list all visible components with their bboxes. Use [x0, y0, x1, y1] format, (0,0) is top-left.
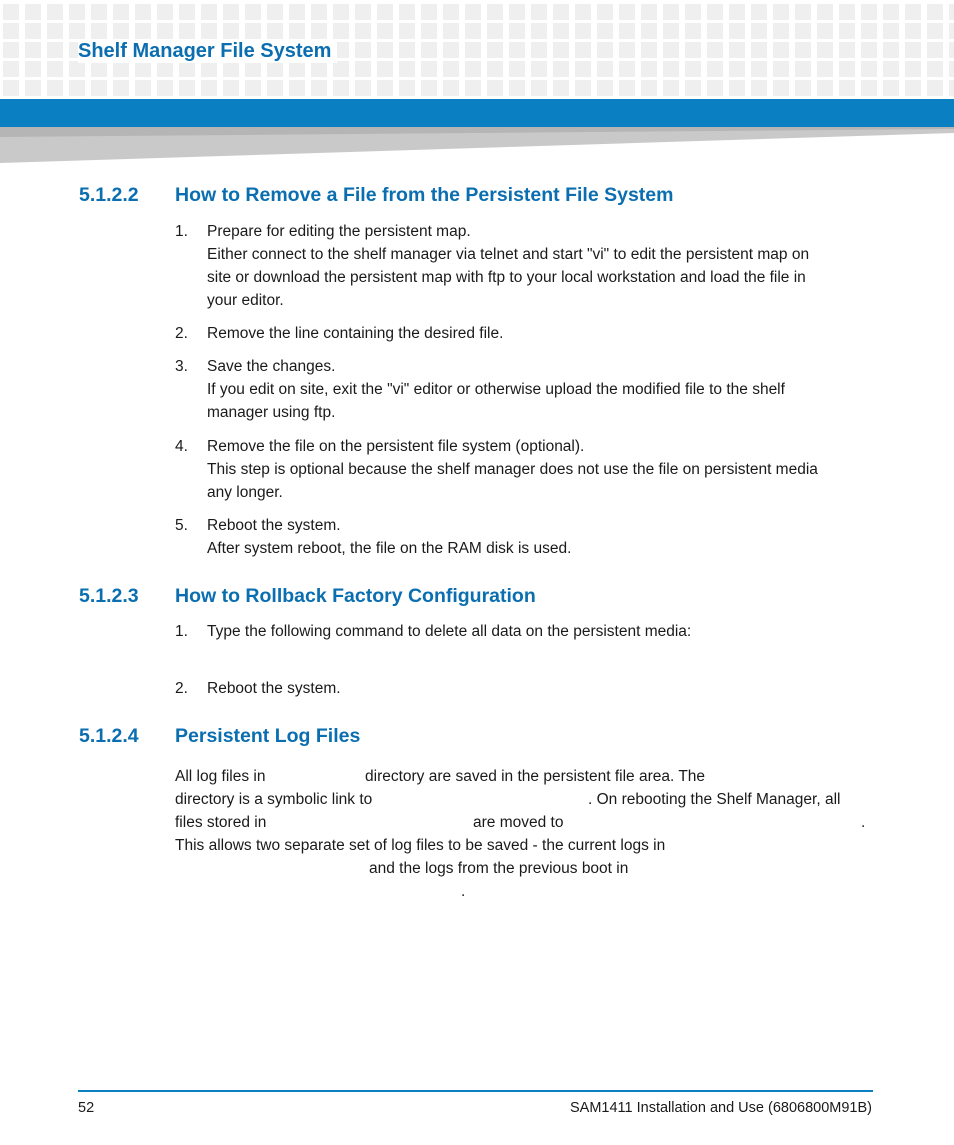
header-tile	[553, 80, 569, 96]
header-tile	[773, 23, 789, 39]
header-tile	[553, 23, 569, 39]
header-tile	[465, 4, 481, 20]
header-tile	[179, 80, 195, 96]
header-tile	[421, 80, 437, 96]
text-fragment: . On rebooting the Shelf Manager, all	[588, 791, 841, 808]
header-tile	[553, 61, 569, 77]
header-tile	[751, 61, 767, 77]
header-tile	[421, 61, 437, 77]
text-fragment: .	[461, 883, 466, 900]
header-tile	[179, 23, 195, 39]
list-item-text	[207, 677, 877, 700]
header-tile	[861, 42, 877, 58]
header-tile	[311, 80, 327, 96]
header-tile	[91, 61, 107, 77]
header-tile	[883, 23, 899, 39]
header-tile	[927, 23, 943, 39]
header-tile	[531, 61, 547, 77]
header-tile	[553, 4, 569, 20]
header-tile	[927, 42, 943, 58]
section-number: 5.1.2.3	[79, 585, 139, 607]
header-tile	[817, 23, 833, 39]
header-tile	[883, 61, 899, 77]
header-tile	[465, 23, 481, 39]
header-tile	[201, 4, 217, 20]
header-tile	[619, 4, 635, 20]
header-tile	[509, 61, 525, 77]
header-tile	[91, 80, 107, 96]
header-tile	[399, 61, 415, 77]
text-line: After system reboot, the file on the RAM disk is used.	[207, 540, 572, 557]
header-tile	[69, 4, 85, 20]
header-tile	[135, 4, 151, 20]
header-tile	[707, 61, 723, 77]
header-tile	[157, 80, 173, 96]
header-tile	[641, 42, 657, 58]
header-tile	[289, 23, 305, 39]
header-tile	[201, 23, 217, 39]
header-tile	[289, 4, 305, 20]
header-tile	[465, 61, 481, 77]
header-tile	[707, 42, 723, 58]
header-tile	[883, 4, 899, 20]
header-tile	[773, 61, 789, 77]
header-tile	[663, 42, 679, 58]
header-tile	[729, 80, 745, 96]
header-tile	[663, 23, 679, 39]
header-tile	[487, 4, 503, 20]
header-tile	[487, 23, 503, 39]
header-tile	[751, 42, 767, 58]
header-tile	[113, 4, 129, 20]
header-tile	[289, 80, 305, 96]
header-tile	[245, 80, 261, 96]
header-tile	[619, 23, 635, 39]
header-tile	[905, 61, 921, 77]
text-fragment: directory is a symbolic link to	[175, 791, 373, 808]
header-tile	[355, 23, 371, 39]
header-tile	[47, 4, 63, 20]
header-tile	[707, 80, 723, 96]
header-tile	[311, 4, 327, 20]
text-fragment: All log files in	[175, 768, 266, 785]
header-tile	[267, 4, 283, 20]
header-tile	[25, 42, 41, 58]
header-tile	[751, 80, 767, 96]
header-tile	[927, 4, 943, 20]
list-item-text	[207, 514, 877, 560]
header-tile	[333, 23, 349, 39]
header-tile	[949, 80, 954, 96]
header-tile	[47, 23, 63, 39]
header-tile	[399, 4, 415, 20]
header-tile	[685, 4, 701, 20]
header-tile	[685, 23, 701, 39]
header-tile	[179, 61, 195, 77]
list-item-number: 4.	[175, 438, 188, 455]
header-tile	[773, 80, 789, 96]
text-line: This step is optional because the shelf manager does not use the file on persistent media	[207, 461, 818, 478]
header-tile	[597, 42, 613, 58]
header-tile	[223, 4, 239, 20]
header-tile	[311, 23, 327, 39]
text-fragment: and the logs from the previous boot in	[369, 860, 629, 877]
section-title: Persistent Log Files	[175, 725, 361, 747]
document-title: SAM1411 Installation and Use (6806800M91B)	[569, 1100, 872, 1116]
header-tile	[531, 42, 547, 58]
header-tile	[465, 80, 481, 96]
header-tile	[91, 4, 107, 20]
header-tile	[663, 4, 679, 20]
header-tile	[443, 42, 459, 58]
list-item-number: 2.	[175, 325, 188, 342]
footer-rule	[78, 1090, 873, 1092]
header-tile	[729, 4, 745, 20]
list-item-number: 1.	[175, 623, 188, 640]
text-line: Save the changes.	[207, 358, 336, 375]
header-tile	[575, 4, 591, 20]
header-tile	[729, 23, 745, 39]
header-tile	[795, 4, 811, 20]
header-tile	[333, 4, 349, 20]
text-line: manager using ftp.	[207, 404, 336, 421]
header-tile	[641, 80, 657, 96]
header-tile	[399, 23, 415, 39]
header-tile	[223, 23, 239, 39]
text-line: Reboot the system.	[207, 680, 341, 697]
text-line: Remove the file on the persistent file system (optional).	[207, 438, 585, 455]
header-tile	[641, 23, 657, 39]
running-header-title: Shelf Manager File System	[78, 40, 337, 63]
section-number: 5.1.2.2	[79, 184, 139, 206]
section-title: How to Rollback Factory Configuration	[175, 585, 536, 607]
header-tile	[619, 80, 635, 96]
header-tile	[795, 80, 811, 96]
header-tile	[443, 23, 459, 39]
header-tile	[575, 80, 591, 96]
header-tile	[839, 23, 855, 39]
header-tile	[443, 61, 459, 77]
header-tile	[685, 80, 701, 96]
header-tile	[267, 80, 283, 96]
list-item-text	[207, 620, 877, 643]
header-tile	[575, 42, 591, 58]
header-tile	[861, 4, 877, 20]
header-tile	[91, 23, 107, 39]
header-tile	[751, 23, 767, 39]
header-tile	[905, 23, 921, 39]
header-tile	[399, 42, 415, 58]
text-line: Reboot the system.	[207, 517, 341, 534]
header-tile	[267, 23, 283, 39]
header-tile	[795, 42, 811, 58]
header-tile	[377, 42, 393, 58]
section-heading-remove-file	[79, 184, 673, 207]
header-tile	[839, 61, 855, 77]
header-tile	[685, 61, 701, 77]
header-tile	[355, 4, 371, 20]
text-fragment: are moved to	[473, 814, 564, 831]
header-tile	[443, 80, 459, 96]
header-tile	[421, 4, 437, 20]
header-tile	[223, 80, 239, 96]
header-tile	[69, 61, 85, 77]
header-tile	[949, 4, 954, 20]
list-item-text	[207, 355, 877, 424]
header-tile	[619, 42, 635, 58]
header-tile	[25, 80, 41, 96]
header-tile	[861, 23, 877, 39]
header-tile	[421, 23, 437, 39]
header-tile	[531, 4, 547, 20]
header-tile	[509, 42, 525, 58]
text-line: Remove the line containing the desired file.	[207, 325, 504, 342]
header-tile	[113, 23, 129, 39]
header-tile	[883, 80, 899, 96]
header-tile	[3, 61, 19, 77]
header-tile	[949, 42, 954, 58]
header-tile	[531, 80, 547, 96]
header-tile	[531, 23, 547, 39]
header-tile	[3, 23, 19, 39]
header-tile	[685, 42, 701, 58]
header-tile	[927, 80, 943, 96]
section-heading-log-files	[79, 725, 360, 748]
header-tile	[553, 42, 569, 58]
header-tile	[399, 80, 415, 96]
list-item-number: 1.	[175, 223, 188, 240]
header-tile	[905, 80, 921, 96]
header-tile	[927, 61, 943, 77]
header-tile	[817, 4, 833, 20]
header-tile	[509, 80, 525, 96]
header-tile	[355, 61, 371, 77]
header-tile	[773, 4, 789, 20]
header-tile	[25, 23, 41, 39]
header-tile	[421, 42, 437, 58]
header-tile	[597, 80, 613, 96]
section-title: How to Remove a File from the Persistent File System	[175, 184, 674, 206]
header-tile	[135, 61, 151, 77]
header-tile	[157, 4, 173, 20]
header-tile	[839, 4, 855, 20]
header-tile	[795, 61, 811, 77]
header-tile	[949, 23, 954, 39]
header-tile	[3, 80, 19, 96]
text-line: any longer.	[207, 484, 283, 501]
header-tile	[839, 42, 855, 58]
header-tile	[795, 23, 811, 39]
header-tile	[641, 61, 657, 77]
header-tile	[817, 61, 833, 77]
text-line: If you edit on site, exit the "vi" editor or otherwise upload the modified file to the shelf	[207, 381, 785, 398]
header-tile	[487, 80, 503, 96]
header-tile	[3, 4, 19, 20]
header-tile	[773, 42, 789, 58]
header-tile	[355, 42, 371, 58]
page-number: 52	[78, 1100, 95, 1116]
header-tile	[113, 80, 129, 96]
header-tile	[69, 23, 85, 39]
header-tile	[729, 42, 745, 58]
text-line: Either connect to the shelf manager via telnet and start "vi" to edit the persistent map on	[207, 246, 810, 263]
header-tile	[597, 23, 613, 39]
header-tile	[663, 80, 679, 96]
header-tile	[641, 4, 657, 20]
list-item-number: 5.	[175, 517, 188, 534]
list-item-text	[207, 435, 877, 504]
header-tile	[487, 61, 503, 77]
list-item-text	[207, 322, 877, 345]
header-tile	[751, 4, 767, 20]
header-tile	[135, 80, 151, 96]
header-tile	[465, 42, 481, 58]
header-tile	[157, 23, 173, 39]
header-tile	[223, 61, 239, 77]
header-blue-bar	[0, 99, 954, 127]
header-tile	[575, 61, 591, 77]
list-item-number: 3.	[175, 358, 188, 375]
header-tile	[333, 61, 349, 77]
header-tile	[817, 80, 833, 96]
header-tile	[47, 80, 63, 96]
header-tile	[311, 61, 327, 77]
header-tile	[509, 23, 525, 39]
header-tile	[509, 4, 525, 20]
header-tile	[487, 42, 503, 58]
header-tile	[861, 61, 877, 77]
section-heading-rollback	[79, 585, 536, 608]
header-tile	[201, 80, 217, 96]
header-tile	[861, 80, 877, 96]
header-tile	[355, 80, 371, 96]
header-tile	[597, 4, 613, 20]
text-line: Prepare for editing the persistent map.	[207, 223, 471, 240]
header-tile	[47, 61, 63, 77]
header-grey-wedge	[0, 127, 954, 163]
header-tile	[619, 61, 635, 77]
header-tile	[25, 61, 41, 77]
header-tile	[377, 80, 393, 96]
text-fragment: .	[861, 814, 866, 831]
header-tile	[377, 23, 393, 39]
header-tile	[245, 23, 261, 39]
header-tile	[267, 61, 283, 77]
header-tile	[597, 61, 613, 77]
list-item-number: 2.	[175, 680, 188, 697]
list-item-text	[207, 220, 877, 312]
header-tile	[245, 61, 261, 77]
header-tile	[47, 42, 63, 58]
header-tile	[113, 61, 129, 77]
text-line: your editor.	[207, 292, 284, 309]
header-tile	[905, 42, 921, 58]
header-tile	[839, 80, 855, 96]
header-tile	[289, 61, 305, 77]
header-tile	[707, 23, 723, 39]
header-tile	[443, 4, 459, 20]
header-tile	[905, 4, 921, 20]
header-tile	[707, 4, 723, 20]
text-line: site or download the persistent map with ftp to your local workstation and load the file in	[207, 269, 806, 286]
text-fragment: directory are saved in the persistent file area. The	[365, 768, 706, 785]
header-tile	[883, 42, 899, 58]
header-tile	[949, 61, 954, 77]
header-tile	[69, 80, 85, 96]
header-tile	[817, 42, 833, 58]
header-tile	[25, 4, 41, 20]
header-tile	[157, 61, 173, 77]
text-line: Type the following command to delete all data on the persistent media:	[207, 623, 692, 640]
header-tile	[729, 61, 745, 77]
header-tile	[575, 23, 591, 39]
header-tile	[377, 4, 393, 20]
text-fragment: files stored in	[175, 814, 267, 831]
header-tile	[245, 4, 261, 20]
header-tile	[135, 23, 151, 39]
text-fragment: This allows two separate set of log files to be saved - the current logs in	[175, 837, 666, 854]
header-tile	[377, 61, 393, 77]
header-tile	[663, 61, 679, 77]
header-tile	[201, 61, 217, 77]
header-tile	[179, 4, 195, 20]
section-number: 5.1.2.4	[79, 725, 139, 747]
header-tile	[3, 42, 19, 58]
header-tile	[333, 80, 349, 96]
